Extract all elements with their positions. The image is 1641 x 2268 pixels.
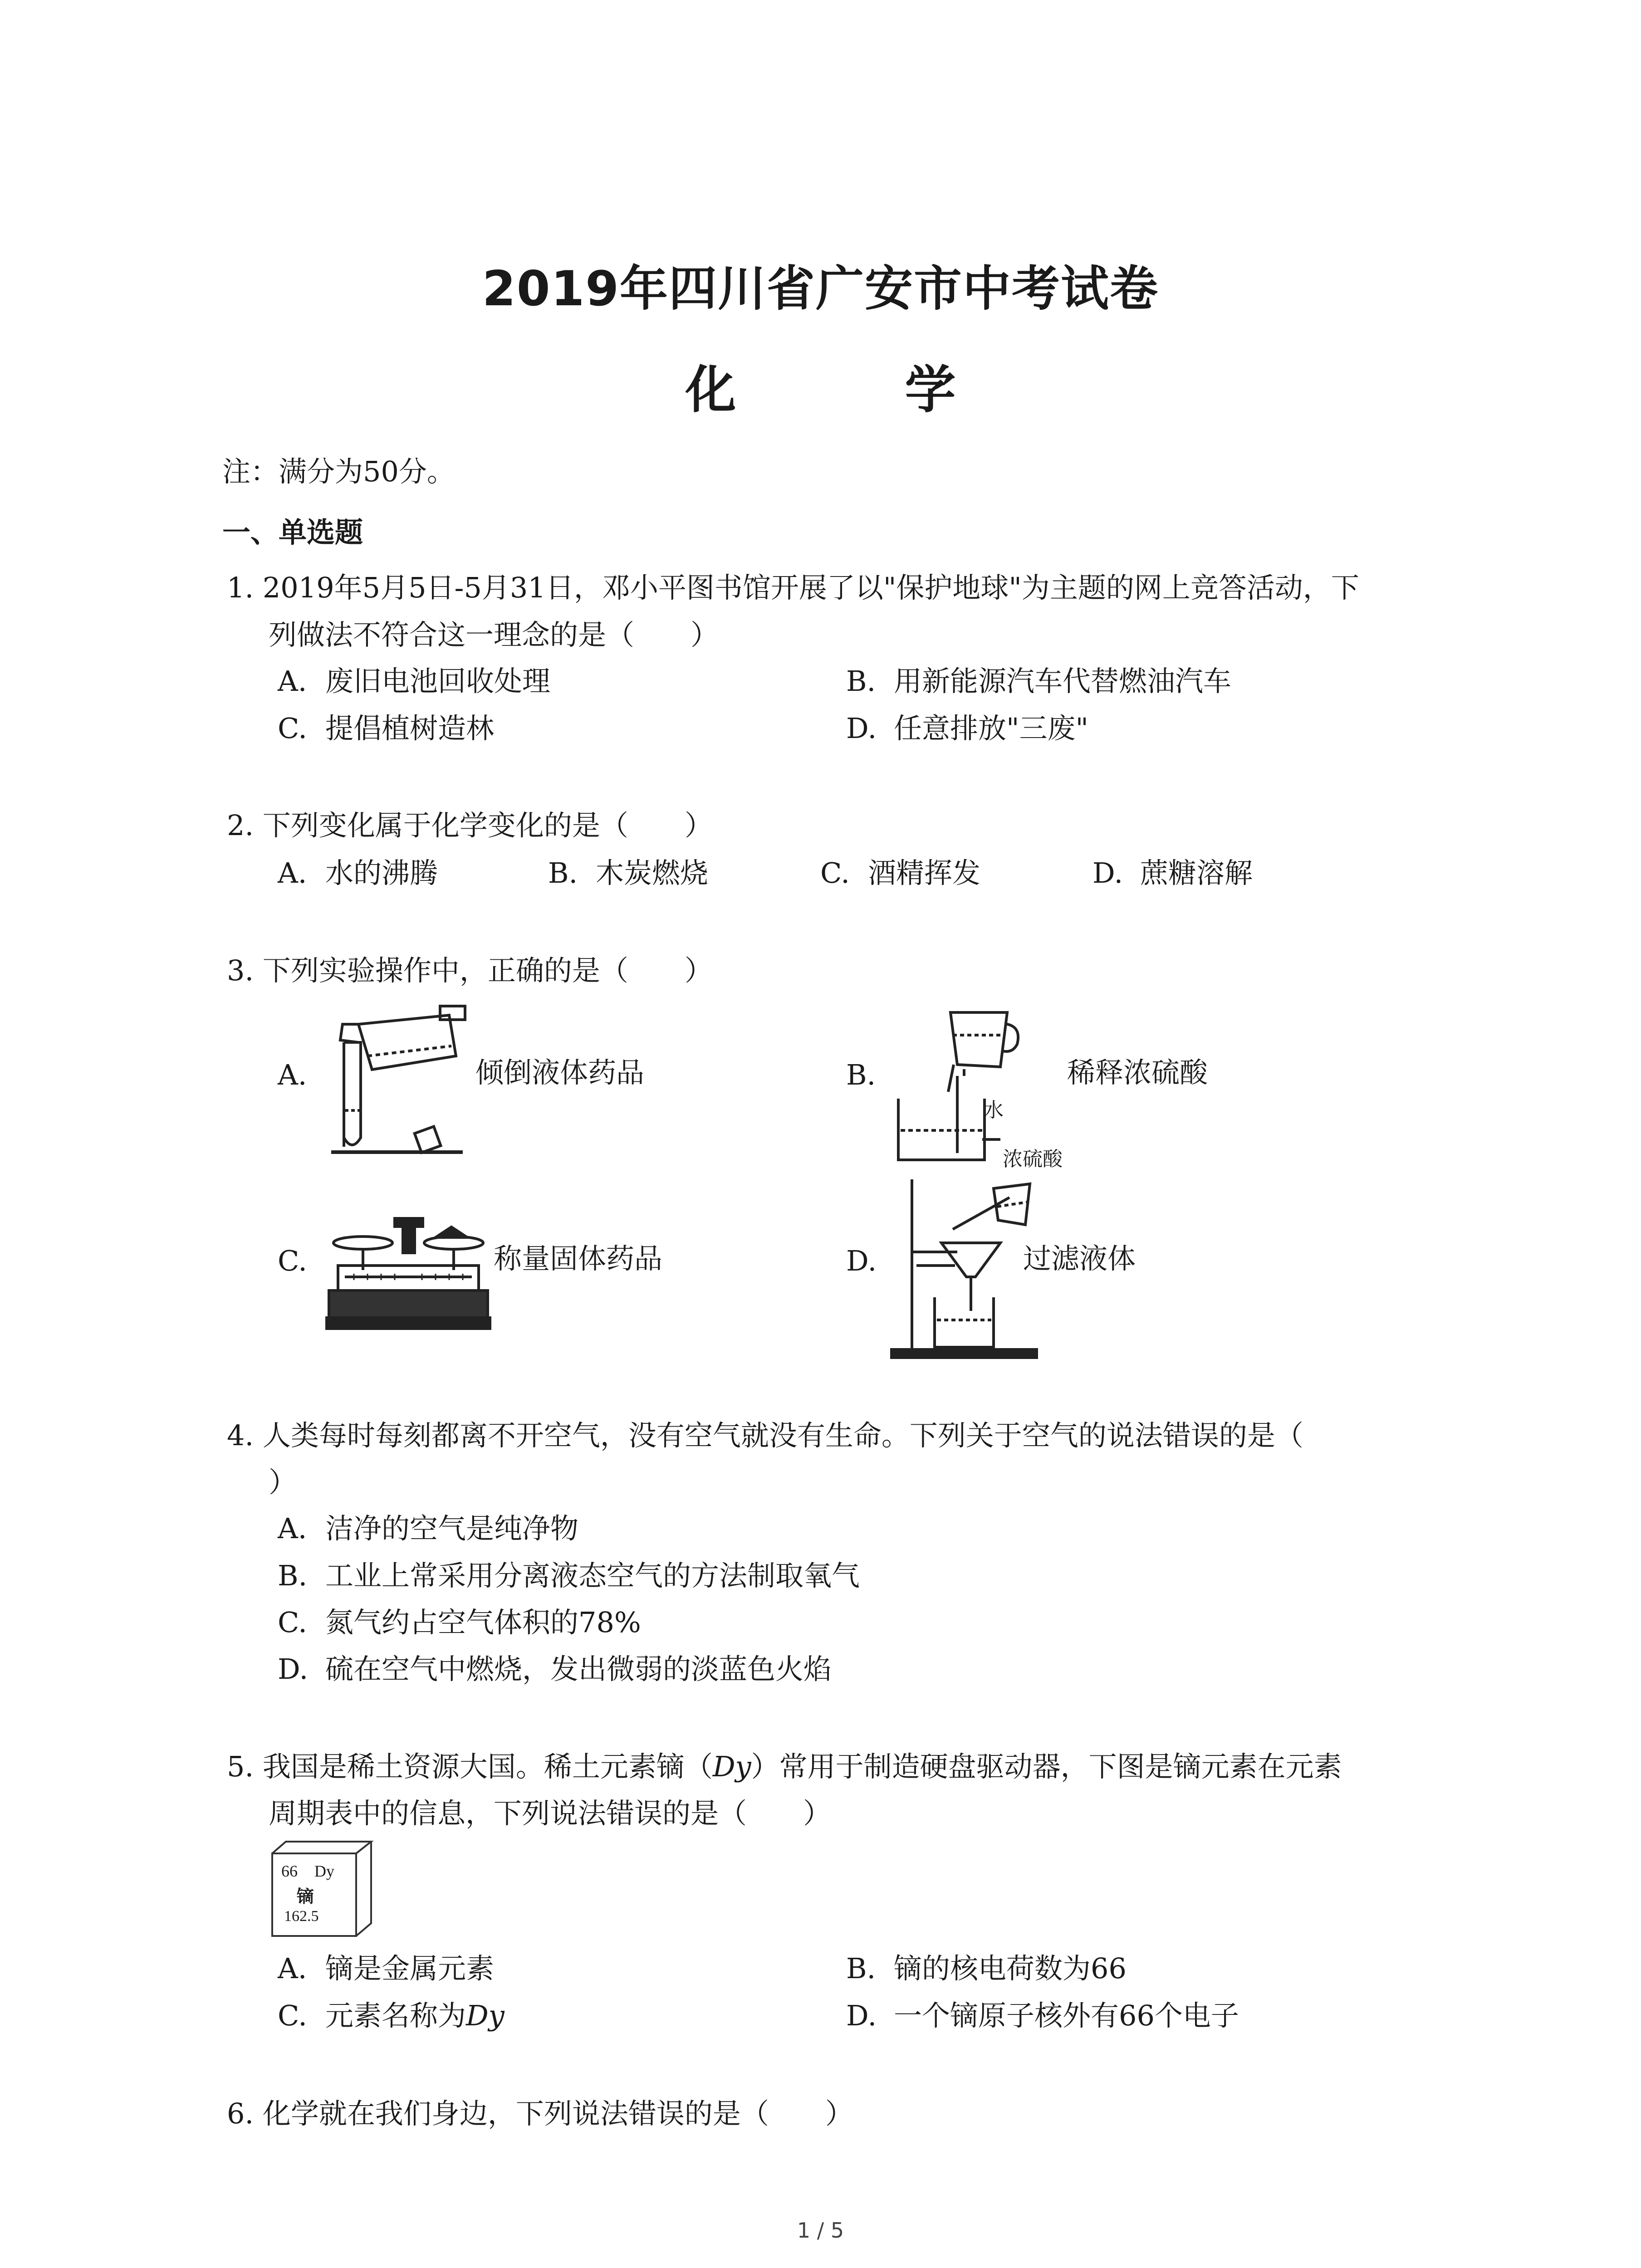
option-text: 木炭燃烧	[596, 856, 709, 890]
q4-option-d	[278, 1651, 832, 1687]
option-key: B.	[278, 1559, 308, 1592]
exam-title: 2019年四川省广安市中考试卷	[482, 261, 1159, 317]
element-name: 镝	[297, 1886, 314, 1906]
q1-option-b	[846, 663, 1231, 699]
pouring-liquid-figure	[318, 1006, 467, 1156]
q5-stem-part-a: 5. 我国是稀土资源大国。稀土元素镝（	[227, 1750, 713, 1783]
q3-option-a-key: A.	[278, 1058, 307, 1091]
option-text: 工业上常采用分离液态空气的方法制取氧气	[325, 1559, 860, 1592]
q1-option-a	[278, 663, 550, 699]
option-key: D.	[278, 1652, 309, 1686]
option-key: B.	[548, 856, 578, 890]
q2-stem: 2. 下列变化属于化学变化的是（ ）	[227, 809, 713, 842]
q5-stem-symbol: Dy	[712, 1750, 751, 1783]
option-text: 氮气约占空气体积的78%	[325, 1606, 641, 1639]
element-symbol: Dy	[314, 1862, 334, 1880]
option-text: 镝是金属元素	[325, 1952, 495, 1985]
q5-option-b	[846, 1950, 1127, 1987]
element-card	[271, 1841, 373, 1938]
element-mass: 162.5	[284, 1908, 319, 1925]
option-key: C.	[278, 1606, 307, 1639]
q5-stem-line1	[227, 1749, 1342, 1785]
q2-option-a	[278, 855, 438, 891]
q6-stem: 6. 化学就在我们身边，下列说法错误的是（ ）	[227, 2097, 853, 2130]
filtration-figure	[889, 1175, 1039, 1361]
option-key: B.	[846, 665, 876, 698]
option-text: 用新能源汽车代替燃油汽车	[894, 665, 1232, 698]
q2-option-b	[548, 855, 708, 891]
option-text: 酒精挥发	[868, 856, 981, 890]
option-key: A.	[278, 1512, 307, 1545]
option-text: 一个镝原子核外有66个电子	[894, 1999, 1239, 2032]
option-key: A.	[278, 856, 307, 890]
conc-acid-label: 浓硫酸	[1003, 1148, 1063, 1171]
q1-option-d	[846, 710, 1088, 747]
q5-stem-line2: 周期表中的信息，下列说法错误的是（ ）	[269, 1797, 832, 1830]
option-key: D.	[846, 712, 877, 745]
option-text: 提倡植树造林	[325, 712, 495, 745]
q1-stem-line1: 1. 2019年5月5日-5月31日，邓小平图书馆开展了以"保护地球"为主题的网上竞答活动，下	[227, 571, 1359, 604]
option-key: C.	[820, 856, 850, 890]
option-text: 洁净的空气是纯净物	[325, 1512, 579, 1545]
q3-option-c-key: C.	[278, 1244, 307, 1277]
q2-option-c	[820, 855, 980, 891]
option-key: B.	[846, 1952, 876, 1985]
option-key: A.	[278, 665, 307, 698]
q3-option-c-text: 称量固体药品	[494, 1242, 663, 1275]
q1-stem-line2: 列做法不符合这一理念的是（ ）	[269, 618, 719, 651]
q3-option-b-text: 稀释浓硫酸	[1067, 1056, 1208, 1089]
option-text: 镝的核电荷数为66	[894, 1952, 1127, 1985]
option-text: 任意排放"三废"	[894, 712, 1089, 745]
q3-option-b-key: B.	[846, 1058, 876, 1091]
subject-title: 化 学	[685, 361, 1015, 420]
element-number: 66	[281, 1862, 298, 1880]
option-key: D.	[1092, 856, 1123, 890]
q5-option-a	[278, 1950, 494, 1987]
option-text: 水的沸腾	[325, 856, 438, 890]
q3-stem: 3. 下列实验操作中，正确的是（ ）	[227, 954, 713, 987]
option-text: 蔗糖溶解	[1140, 856, 1253, 890]
option-text: 废旧电池回收处理	[325, 665, 551, 698]
q3-option-d-text: 过滤液体	[1023, 1242, 1136, 1275]
option-key: D.	[846, 1999, 877, 2032]
q4-option-b	[278, 1558, 860, 1594]
q1-option-c	[278, 710, 494, 747]
water-label: 水	[984, 1099, 1004, 1122]
section-heading: 一、单选题	[222, 516, 363, 549]
q4-option-c	[278, 1604, 641, 1641]
q3-option-d-key: D.	[846, 1244, 877, 1277]
q5-option-c	[278, 1998, 505, 2034]
q2-option-d	[1092, 855, 1253, 891]
q5-stem-part-b: ）常用于制造硬盘驱动器，下图是镝元素在元素	[751, 1750, 1342, 1783]
q3-option-a-text: 倾倒液体药品	[475, 1056, 645, 1089]
balance-figure	[327, 1216, 490, 1334]
option-text: 硫在空气中燃烧，发出微弱的淡蓝色火焰	[325, 1652, 832, 1686]
option-symbol: Dy	[466, 1999, 505, 2032]
q4-stem-line1: 4. 人类每时每刻都离不开空气，没有空气就没有生命。下列关于空气的说法错误的是（	[227, 1419, 1303, 1452]
score-note: 注：满分为50分。	[222, 455, 455, 488]
page-number: 1 / 5	[797, 2218, 844, 2243]
option-key: A.	[278, 1952, 307, 1985]
q4-option-a	[278, 1510, 578, 1547]
q5-option-d	[846, 1998, 1239, 2034]
option-text: 元素名称为	[325, 1999, 466, 2032]
option-key: C.	[278, 1999, 307, 2032]
option-key: C.	[278, 712, 307, 745]
q4-stem-line2: ）	[269, 1466, 297, 1499]
